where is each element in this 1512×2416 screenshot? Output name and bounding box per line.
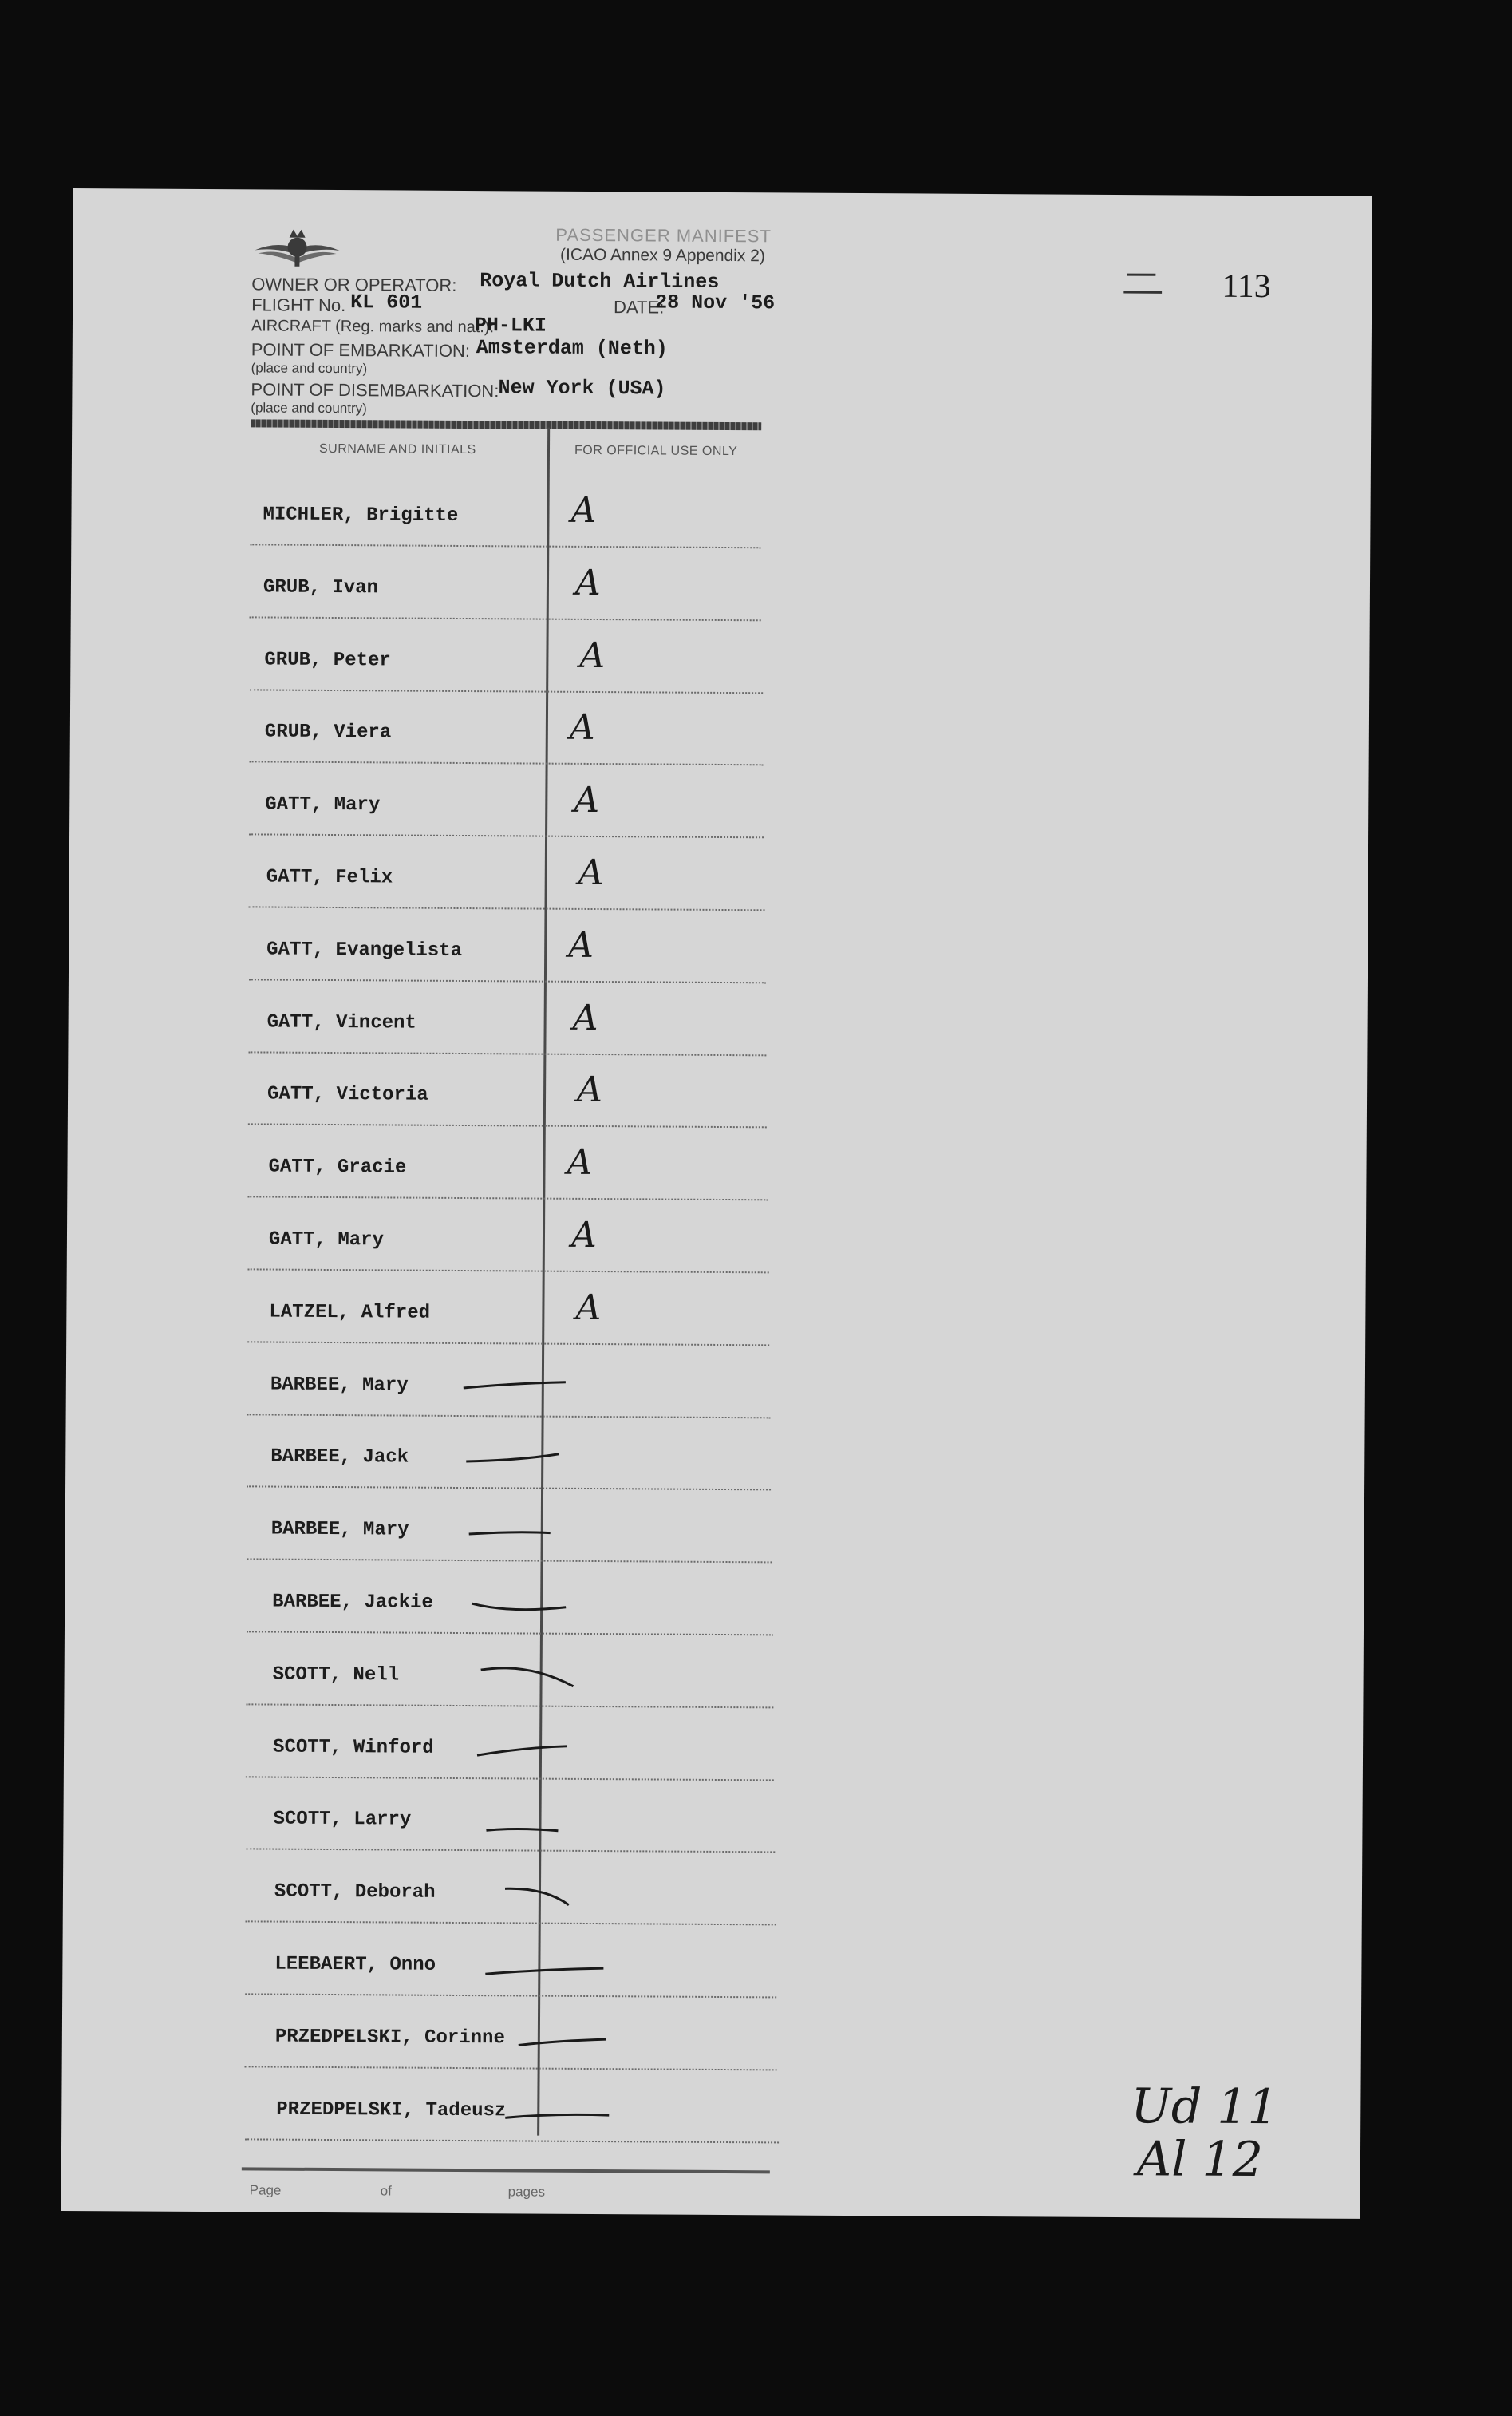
passenger-name: PRZEDPELSKI, Tadeusz	[276, 2098, 507, 2121]
official-dash-mark	[489, 2097, 617, 2129]
passenger-name: LEEBAERT, Onno	[274, 1953, 436, 1976]
passenger-name: GATT, Mary	[268, 1228, 385, 1251]
embark-value: Amsterdam (Neth)	[476, 336, 668, 361]
owner-value: Royal Dutch Airlines	[480, 269, 720, 294]
passenger-name: GATT, Evangelista	[266, 939, 463, 962]
official-mark: A	[568, 924, 594, 966]
official-mark: A	[569, 707, 595, 749]
official-mark: A	[567, 1141, 593, 1184]
official-mark: A	[570, 489, 597, 532]
header-rule	[251, 419, 761, 430]
page-number: 113	[1222, 267, 1271, 306]
handwritten-annotation-1: Ud 11	[1131, 2078, 1278, 2136]
row-rule	[246, 1776, 774, 1781]
official-mark: A	[574, 780, 600, 821]
flight-label: FLIGHT No.	[251, 295, 346, 316]
passenger-name: SCOTT, Deborah	[274, 1880, 436, 1904]
official-dash-mark	[464, 1444, 592, 1477]
owner-label: OWNER OR OPERATOR:	[251, 274, 457, 295]
passenger-name: LATZEL, Alfred	[269, 1301, 431, 1324]
row-rule	[245, 2138, 779, 2143]
official-dash-mark	[468, 1516, 595, 1549]
passenger-name: PRZEDPELSKI, Corinne	[274, 2026, 505, 2050]
passenger-name: GATT, Felix	[266, 866, 393, 889]
aircraft-label: AIRCRAFT (Reg. marks and nat.):	[251, 317, 495, 337]
official-dash-mark	[487, 2024, 614, 2057]
passenger-name: MICHLER, Brigitte	[263, 504, 459, 527]
official-mark: A	[576, 1070, 603, 1111]
row-rule	[249, 906, 765, 911]
official-mark: A	[575, 1287, 602, 1328]
passenger-name: BARBEE, Mary	[270, 1518, 409, 1541]
disembark-value: New York (USA)	[498, 376, 666, 401]
disembark-label: POINT OF DISEMBARKATION:	[251, 379, 499, 401]
row-rule	[247, 1559, 772, 1564]
row-rule	[247, 1486, 771, 1491]
official-mark: A	[574, 562, 601, 603]
aircraft-value: PH-LKI	[474, 314, 547, 338]
passenger-name: BARBEE, Jack	[270, 1445, 409, 1469]
row-rule	[245, 2066, 777, 2070]
row-rule	[250, 616, 761, 621]
passenger-name: GATT, Gracie	[268, 1156, 407, 1179]
footer-page: Page	[249, 2182, 282, 2198]
flight-value: KL 601	[350, 291, 423, 314]
row-rule	[249, 834, 764, 839]
page-mark-icon	[1123, 268, 1162, 300]
embark-label: POINT OF EMBARKATION:	[251, 339, 471, 362]
manifest-sheet	[61, 188, 1372, 2219]
klm-crown-logo-icon	[253, 226, 341, 271]
row-rule	[247, 1414, 771, 1418]
passenger-name: GRUB, Ivan	[263, 576, 379, 599]
date-value: 28 Nov '56	[655, 291, 776, 315]
official-dash-mark	[484, 1951, 611, 1984]
row-rule	[247, 1341, 769, 1346]
official-mark: A	[570, 1214, 597, 1256]
official-mark: A	[572, 997, 598, 1038]
column-header-official: FOR OFFICIAL USE ONLY	[574, 443, 738, 459]
manifest-title: PASSENGER MANIFEST	[555, 224, 772, 247]
row-rule	[250, 689, 763, 694]
footer-rule	[242, 2167, 770, 2173]
manifest-subtitle: (ICAO Annex 9 Appendix 2)	[560, 245, 765, 266]
row-rule	[246, 1849, 775, 1853]
passenger-name: SCOTT, Winford	[272, 1736, 434, 1759]
official-dash-mark	[476, 1734, 603, 1767]
passenger-name: SCOTT, Larry	[273, 1808, 412, 1832]
row-rule	[248, 1124, 767, 1129]
row-rule	[248, 1051, 766, 1056]
passenger-name: GATT, Mary	[265, 793, 381, 817]
passenger-name: GATT, Vincent	[266, 1011, 416, 1034]
row-rule	[249, 761, 763, 766]
official-mark: A	[579, 635, 606, 676]
passenger-name: GATT, Victoria	[266, 1083, 428, 1107]
passenger-name: GRUB, Peter	[264, 649, 391, 672]
passenger-name: SCOTT, Nell	[272, 1663, 400, 1686]
row-rule	[247, 1268, 768, 1273]
disembark-sub: (place and country)	[251, 400, 367, 417]
row-rule	[247, 1631, 773, 1635]
official-dash-mark	[478, 1807, 606, 1840]
row-rule	[246, 1921, 776, 1926]
row-rule	[245, 1993, 776, 1998]
official-dash-mark	[472, 1662, 600, 1694]
official-mark: A	[578, 852, 604, 894]
footer-pages: pages	[507, 2184, 546, 2200]
row-rule	[249, 979, 766, 983]
row-rule	[247, 1703, 774, 1708]
passenger-name: GRUB, Viera	[264, 721, 392, 744]
official-dash-mark	[462, 1372, 590, 1405]
passenger-name: BARBEE, Jackie	[272, 1591, 433, 1614]
passenger-name: BARBEE, Mary	[270, 1374, 409, 1397]
official-dash-mark	[481, 1879, 609, 1912]
row-rule	[250, 544, 760, 548]
footer-of: of	[380, 2183, 392, 2199]
row-rule	[248, 1196, 768, 1201]
embark-sub: (place and country)	[251, 360, 368, 377]
official-dash-mark	[470, 1589, 598, 1622]
handwritten-annotation-2: Al 12	[1136, 2131, 1264, 2189]
column-header-surname: SURNAME AND INITIALS	[318, 441, 476, 457]
date-label: DATE:	[614, 297, 665, 318]
